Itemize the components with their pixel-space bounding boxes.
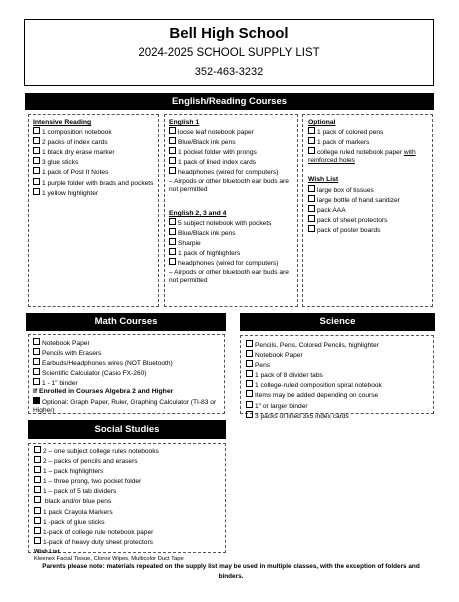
list-item: Blue/Black ink pens (169, 137, 295, 147)
list-item: 3 packs of lined 3x5 index cards (246, 411, 432, 421)
checkbox-icon[interactable] (246, 350, 253, 357)
optional-list (308, 127, 430, 165)
checkbox-icon[interactable] (34, 476, 41, 483)
list-item: 1 pack of 8 divider tabs (246, 370, 432, 380)
list-item: 1" or larger binder (246, 401, 432, 411)
checkbox-icon[interactable] (308, 137, 315, 144)
list-item: 1 college-ruled composition spiral notebook (246, 380, 432, 390)
list-item: 1-pack of heavy duty sheet protectors (34, 537, 224, 547)
list-item: 1 – three prong, two pocket folder (34, 476, 224, 486)
list-item: 1-pack of college rule notebook paper (34, 527, 224, 537)
english1-list (169, 127, 295, 177)
list-item: 1 yellow highlighter (33, 188, 157, 198)
checkbox-icon[interactable] (308, 147, 315, 154)
checkbox-icon[interactable] (33, 178, 40, 185)
school-name: Bell High School (169, 25, 289, 42)
english234-heading: English 2, 3 and 4 (169, 210, 227, 217)
english234-list (169, 218, 295, 268)
list-item: 3 glue sticks (33, 157, 157, 167)
list-item: 1 black dry erase marker (33, 147, 157, 157)
list-item: large box of tissues (308, 185, 430, 195)
list-item: college ruled notebook paper with reinforced holes (308, 149, 416, 165)
list-item: 1 -pack of glue sticks (34, 517, 224, 527)
checkbox-icon[interactable] (33, 368, 40, 375)
checkbox-icon[interactable] (33, 147, 40, 154)
english-section-bar: English/Reading Courses (25, 93, 434, 110)
wishlist-heading: Wish List (308, 176, 339, 184)
checkbox-icon[interactable] (308, 185, 315, 192)
checkbox-icon[interactable] (246, 340, 253, 347)
english1-heading: English 1 (169, 119, 200, 126)
math-optional-item: Optional: Graph Paper, Ruler, Graphing Calculator (TI-83 or Higher) (33, 398, 217, 414)
checkbox-icon[interactable] (246, 380, 253, 387)
english234-note: – Airpods or other bluetooth ear buds are not permitted (169, 268, 289, 284)
math-section (33, 338, 223, 415)
social-wishlist-heading: Wish List (34, 548, 60, 555)
wishlist-list (308, 185, 430, 235)
science-section-bar: Science (240, 313, 435, 331)
checkbox-icon[interactable] (34, 496, 41, 503)
list-item: Earbuds/Headphones wires (NOT Bluetooth) (33, 358, 223, 368)
checkbox-icon[interactable] (33, 167, 40, 174)
checkbox-icon[interactable] (34, 456, 41, 463)
checkbox-icon[interactable] (33, 188, 40, 195)
science-list (246, 340, 432, 421)
checkbox-icon[interactable] (246, 401, 253, 408)
english234-section (169, 210, 295, 285)
checkbox-icon[interactable] (34, 517, 41, 524)
list-item: 1 pack Crayola Markers (34, 507, 224, 517)
list-item: 1 pack of Post It Notes (33, 167, 157, 177)
checkbox-icon[interactable] (33, 338, 40, 345)
list-item: Scientific Calculator (Casio FX-260) (33, 368, 223, 378)
list-item: 1 composition notebook (33, 127, 157, 137)
checkbox-icon[interactable] (33, 137, 40, 144)
checkbox-icon[interactable] (33, 127, 40, 134)
list-item: 1 pack of lined index cards (169, 157, 295, 167)
list-item: pack AAA (308, 205, 430, 215)
list-item: 2 packs of index cards (33, 137, 157, 147)
checkbox-icon[interactable] (34, 507, 41, 514)
checkbox-icon[interactable] (308, 225, 315, 232)
list-item: 1 purple folder with brads and pockets (33, 178, 157, 188)
list-item: black and/or blue pens (34, 496, 224, 506)
list-item: 1 - 1" binder (33, 378, 223, 388)
english1-note: – Airpods or other bluetooth ear buds are not permitted (169, 177, 289, 193)
list-item: Items may be added depending on course (246, 390, 432, 400)
checkbox-icon[interactable] (169, 218, 176, 225)
checkbox-icon[interactable] (169, 238, 176, 245)
checkbox-icon[interactable] (246, 390, 253, 397)
checkbox-icon[interactable] (33, 348, 40, 355)
checkbox-icon[interactable] (169, 228, 176, 235)
social-wishlist-text: Kleenex Facial Tissue, Clorox Wipes, Multicolor Duct Tape (34, 556, 184, 563)
list-item: 1 – pack highlighters (34, 466, 224, 476)
checkbox-icon[interactable] (308, 195, 315, 202)
checkbox-icon[interactable] (246, 360, 253, 367)
intensive-reading-section (33, 119, 157, 198)
checkbox-icon[interactable] (169, 147, 176, 154)
checked-box-icon[interactable] (33, 397, 40, 404)
list-item: Pencils with Erasers (33, 348, 223, 358)
social-studies-section (34, 446, 224, 564)
intensive-reading-list (33, 127, 157, 198)
checkbox-icon[interactable] (34, 527, 41, 534)
math-list (33, 338, 223, 388)
list-item: 2 – one subject college rules notebooks (34, 446, 224, 456)
science-section (246, 340, 432, 421)
checkbox-icon[interactable] (34, 486, 41, 493)
checkbox-icon[interactable] (169, 248, 176, 255)
list-item: 5 subject notebook with pockets (169, 218, 295, 228)
list-item: 1 – pack of 5 tab dividers (34, 486, 224, 496)
list-item: Notebook Paper (33, 338, 223, 348)
school-phone: 352-463-3232 (194, 66, 264, 78)
checkbox-icon[interactable] (34, 466, 41, 473)
checkbox-icon[interactable] (33, 358, 40, 365)
intensive-reading-heading: Intensive Reading (33, 119, 92, 126)
math-section-bar: Math Courses (26, 313, 226, 331)
list-item: Sharpie (169, 238, 295, 248)
checkbox-icon[interactable] (33, 378, 40, 385)
list-item: large bottle of hand sanitizer (308, 195, 430, 205)
list-item: headphones (wired for computers) (169, 258, 295, 268)
social-studies-list (34, 446, 224, 547)
list-item: headphones (wired for computers) (169, 167, 295, 177)
checkbox-icon[interactable] (169, 157, 176, 164)
list-item: 1 pack of highlighters (169, 248, 295, 258)
list-item: 1 pocket folder with prongs (169, 147, 295, 157)
social-studies-section-bar: Social Studies (28, 420, 226, 439)
parents-note: Parents please note: materials repeated on the supply list may be used in multiple classes, with the exception of folders and binders. (42, 563, 420, 580)
list-subtitle: 2024-2025 SCHOOL SUPPLY LIST (138, 47, 320, 59)
list-item: pack of sheet protectors (308, 215, 430, 225)
checkbox-icon[interactable] (169, 258, 176, 265)
list-item: Pencils, Pens, Colored Pencils, highlighter (246, 340, 432, 350)
checkbox-icon[interactable] (34, 446, 41, 453)
checkbox-icon[interactable] (169, 127, 176, 134)
list-item: 1 pack of markers (308, 137, 430, 147)
optional-heading: Optional (308, 119, 336, 126)
list-item: Blue/Black ink pens (169, 228, 295, 238)
checkbox-icon[interactable] (308, 205, 315, 212)
list-item: 2 – packs of pencils and erasers (34, 456, 224, 466)
header-box (24, 19, 434, 86)
checkbox-icon[interactable] (308, 215, 315, 222)
checkbox-icon[interactable] (169, 137, 176, 144)
list-item: loose leaf notebook paper (169, 127, 295, 137)
optional-section (308, 119, 430, 235)
english1-section (169, 119, 295, 194)
checkbox-icon[interactable] (33, 157, 40, 164)
list-item: Notebook Paper (246, 350, 432, 360)
checkbox-icon[interactable] (246, 411, 253, 418)
checkbox-icon[interactable] (34, 537, 41, 544)
checkbox-icon[interactable] (246, 370, 253, 377)
checkbox-icon[interactable] (308, 127, 315, 134)
math-enrolled-heading: If Enrolled in Courses Algebra 2 and Higher (33, 388, 174, 396)
list-item: Pens (246, 360, 432, 370)
list-item: 1 pack of colored pens (308, 127, 430, 137)
checkbox-icon[interactable] (169, 167, 176, 174)
list-item: pack of poster boards (308, 225, 430, 235)
